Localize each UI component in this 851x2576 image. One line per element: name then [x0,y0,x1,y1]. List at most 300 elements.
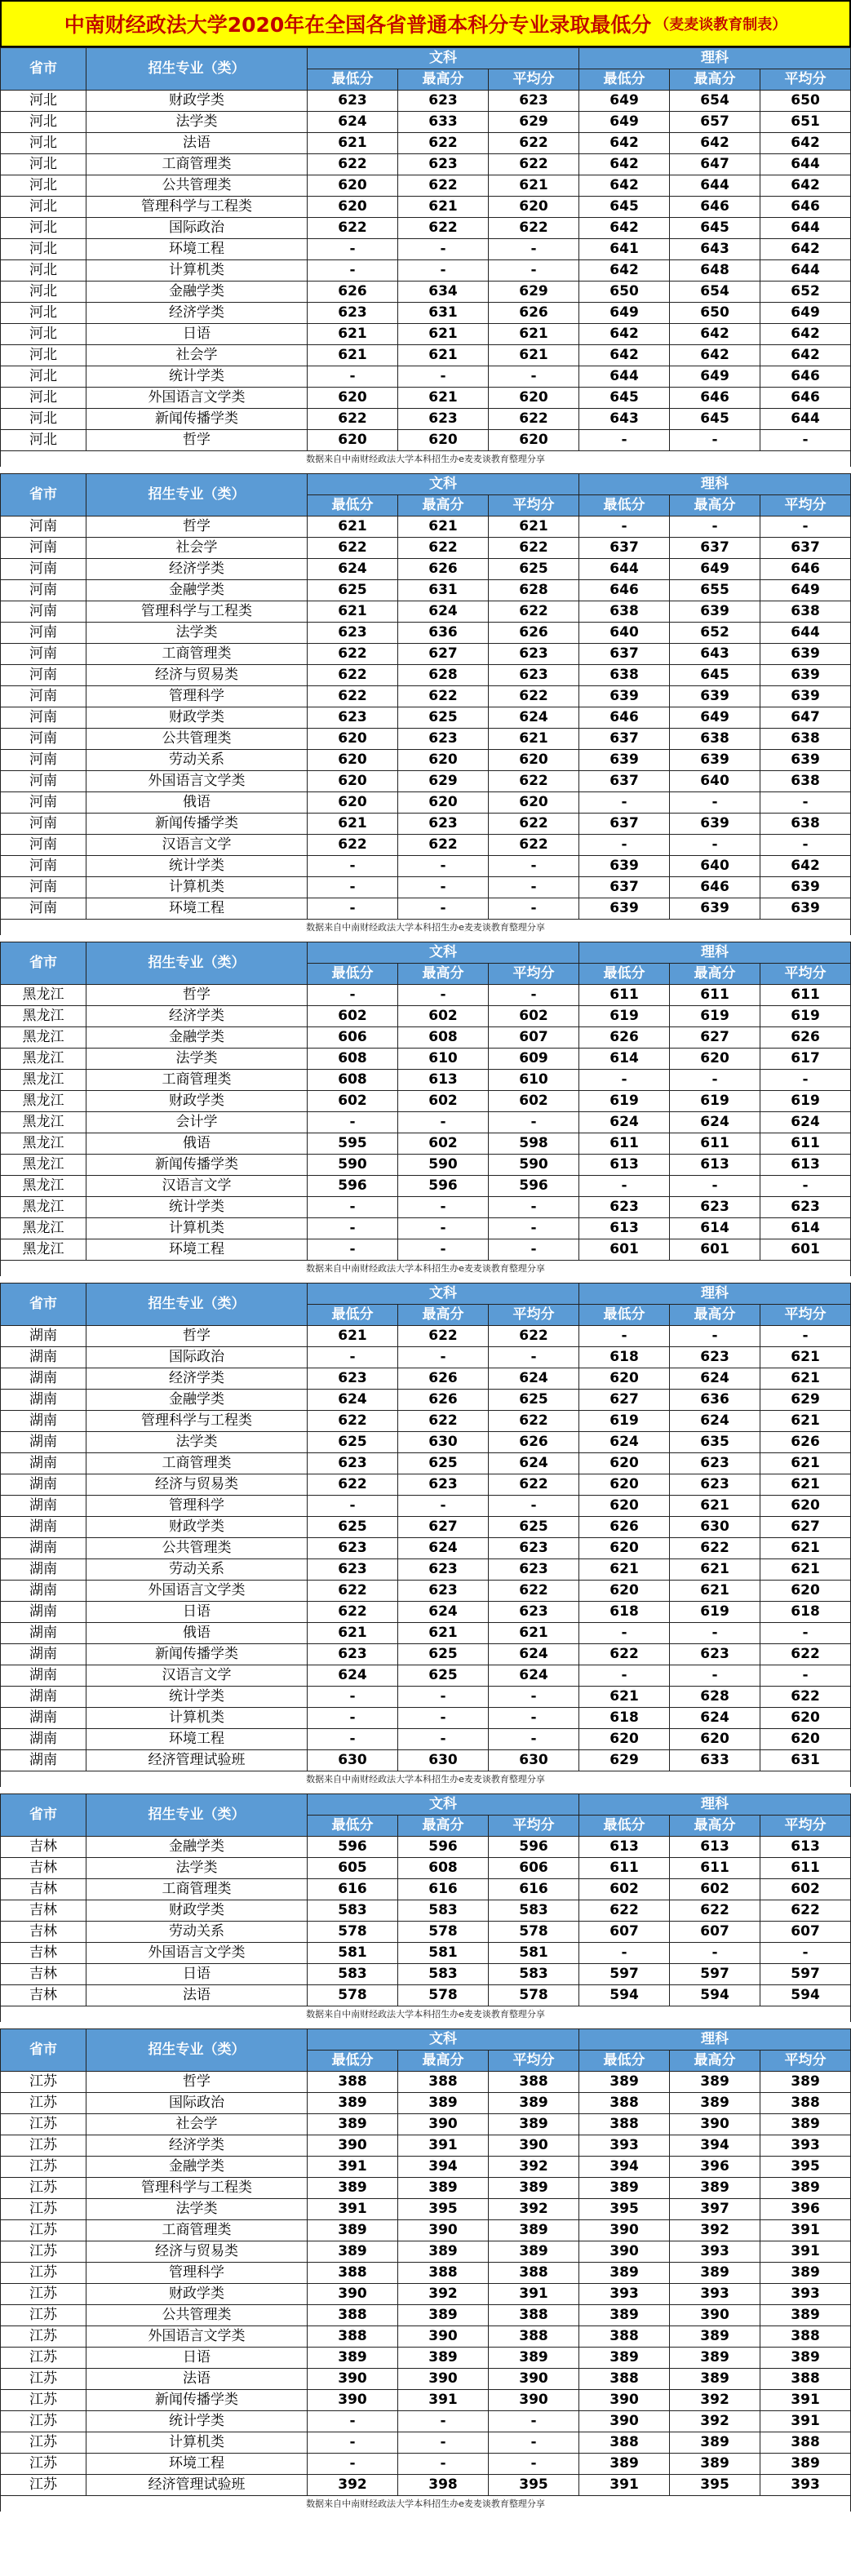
score-cell: 388 [579,2432,670,2454]
table-row [1,91,851,112]
score-cell: 639 [760,665,851,686]
score-cell: 620 [579,1368,670,1390]
score-cell: 620 [670,1049,760,1070]
major-cell: 管理科学与工程类 [86,1411,308,1432]
score-cell: 611 [760,985,851,1006]
province-cell: 江苏 [1,2305,86,2326]
score-cell: 607 [670,1922,760,1943]
score-table [0,47,851,451]
source-note: 数据来自中南财经政法大学本科招生办e麦麦谈教育整理分享 [0,451,851,467]
table-row [1,1049,851,1070]
header-min: 最低分 [579,1816,670,1837]
score-cell: 623 [308,1538,398,1559]
score-cell: - [760,1070,851,1091]
score-cell: 639 [670,814,760,835]
table-row [1,517,851,538]
score-cell: - [579,1070,670,1091]
score-cell: 625 [308,1432,398,1453]
table-row [1,707,851,729]
table-row [1,1347,851,1368]
score-cell: 623 [489,91,579,112]
province-cell: 江苏 [1,2220,86,2241]
score-cell: - [308,985,398,1006]
score-cell: 390 [579,2241,670,2263]
section-gap [0,2022,851,2028]
score-cell: 389 [489,2241,579,2263]
major-cell: 会计学 [86,1112,308,1133]
score-cell: 626 [308,282,398,303]
score-cell: 598 [489,1133,579,1155]
score-cell: 389 [760,2454,851,2475]
score-cell: 626 [398,559,489,580]
score-cell: 649 [579,91,670,112]
score-cell: 633 [670,1750,760,1771]
score-cell: 620 [579,1474,670,1496]
score-cell: - [489,1496,579,1517]
header-min: 最低分 [308,1305,398,1326]
province-cell: 湖南 [1,1517,86,1538]
score-cell: 596 [398,1837,489,1858]
score-cell: 622 [308,644,398,665]
score-cell: 578 [308,1985,398,2006]
score-cell: 621 [489,324,579,345]
score-cell: 621 [308,1623,398,1644]
major-cell: 统计学类 [86,366,308,388]
score-cell: 389 [398,2093,489,2114]
score-cell: - [489,1347,579,1368]
header-avg: 平均分 [760,1816,851,1837]
score-cell: 648 [670,260,760,282]
header-province: 省市 [1,474,86,517]
table-row [1,1133,851,1155]
header-like: 理科 [579,942,851,964]
score-cell: 620 [489,792,579,814]
score-cell: 637 [760,538,851,559]
table-row [1,623,851,644]
header-major: 招生专业（类） [86,2029,308,2072]
score-cell: 624 [760,1112,851,1133]
header-row-group [1,48,851,69]
province-cell: 吉林 [1,1964,86,1985]
table-row [1,197,851,218]
province-cell: 河北 [1,324,86,345]
source-note: 数据来自中南财经政法大学本科招生办e麦麦谈教育整理分享 [0,2496,851,2512]
score-cell: 618 [579,1708,670,1729]
score-cell: 611 [670,1858,760,1879]
score-cell: 578 [398,1922,489,1943]
score-cell: 618 [760,1602,851,1623]
score-cell: 620 [308,430,398,451]
header-min: 最低分 [308,495,398,517]
score-cell: 393 [760,2475,851,2496]
header-avg: 平均分 [489,1305,579,1326]
score-cell: 389 [760,2178,851,2199]
table-row [1,324,851,345]
header-avg: 平均分 [489,495,579,517]
score-cell: 621 [760,1411,851,1432]
score-cell: - [760,1943,851,1964]
table-row [1,282,851,303]
table-row [1,388,851,409]
major-cell: 日语 [86,2348,308,2369]
score-cell: 646 [760,559,851,580]
header-province: 省市 [1,942,86,985]
score-cell: 391 [308,2199,398,2220]
score-cell: 621 [398,1623,489,1644]
table-row [1,1070,851,1091]
score-cell: 389 [308,2093,398,2114]
major-cell: 劳动关系 [86,1922,308,1943]
score-cell: 649 [670,366,760,388]
province-cell: 黑龙江 [1,1197,86,1218]
source-note: 数据来自中南财经政法大学本科招生办e麦麦谈教育整理分享 [0,1261,851,1276]
score-cell: 583 [308,1900,398,1922]
score-cell: 623 [308,91,398,112]
score-cell: 390 [579,2220,670,2241]
score-cell: 622 [760,1900,851,1922]
score-cell: 622 [670,1900,760,1922]
score-cell: 622 [398,538,489,559]
score-cell: 616 [398,1879,489,1900]
score-cell: 613 [670,1155,760,1176]
score-cell: 623 [398,409,489,430]
score-cell: 652 [670,623,760,644]
score-cell: 389 [308,2114,398,2135]
score-cell: - [489,1708,579,1729]
table-row [1,665,851,686]
major-cell: 外国语言文学类 [86,388,308,409]
score-cell: - [760,1176,851,1197]
header-avg: 平均分 [760,2051,851,2072]
table-row [1,1687,851,1708]
score-cell: 617 [760,1049,851,1070]
score-cell: 646 [760,366,851,388]
score-cell: 642 [579,218,670,239]
score-cell: 596 [398,1176,489,1197]
table-row [1,1027,851,1049]
province-cell: 湖南 [1,1729,86,1750]
score-cell: 595 [308,1133,398,1155]
header-wenke: 文科 [308,1794,579,1816]
province-cell: 江苏 [1,2390,86,2411]
score-cell: 389 [579,2305,670,2326]
score-cell: 638 [760,601,851,623]
score-cell: 623 [308,1644,398,1665]
province-cell: 河南 [1,559,86,580]
table-row [1,1474,851,1496]
score-cell: - [579,835,670,856]
score-cell: 620 [760,1496,851,1517]
province-cell: 河南 [1,814,86,835]
major-cell: 环境工程 [86,239,308,260]
table-row [1,1858,851,1879]
score-cell: 625 [398,1644,489,1665]
header-wenke: 文科 [308,474,579,495]
major-cell: 新闻传播学类 [86,814,308,835]
province-cell: 江苏 [1,2241,86,2263]
score-cell: 623 [670,1474,760,1496]
score-cell: 391 [760,2220,851,2241]
header-avg: 平均分 [760,495,851,517]
score-cell: 637 [579,877,670,898]
major-cell: 法语 [86,2369,308,2390]
score-cell: 642 [579,324,670,345]
score-cell: 619 [579,1006,670,1027]
table-row [1,814,851,835]
score-cell: 392 [670,2411,760,2432]
table-row [1,1623,851,1644]
score-cell: 622 [489,538,579,559]
score-cell: 621 [489,175,579,197]
score-cell: - [398,1708,489,1729]
score-cell: 639 [579,750,670,771]
score-cell: 642 [760,324,851,345]
province-cell: 河南 [1,856,86,877]
score-cell: 640 [670,856,760,877]
score-cell: - [760,1623,851,1644]
header-max: 最高分 [670,1305,760,1326]
score-cell: 624 [308,1665,398,1687]
score-cell: - [398,260,489,282]
score-cell: 623 [489,644,579,665]
score-cell: - [308,2432,398,2454]
table-row [1,2411,851,2432]
score-cell: 390 [308,2390,398,2411]
score-cell: 620 [760,1729,851,1750]
score-cell: 590 [308,1155,398,1176]
score-cell: 623 [670,1644,760,1665]
score-cell: 620 [579,1581,670,1602]
score-cell: 623 [308,1559,398,1581]
score-cell: 637 [579,644,670,665]
score-cell: - [308,239,398,260]
table-row [1,2284,851,2305]
score-cell: 621 [760,1538,851,1559]
table-row [1,366,851,388]
score-cell: 605 [308,1858,398,1879]
score-cell: - [670,1665,760,1687]
score-cell: 390 [489,2369,579,2390]
score-cell: 619 [760,1006,851,1027]
score-cell: 624 [670,1708,760,1729]
table-row [1,580,851,601]
header-min: 最低分 [579,69,670,91]
score-cell: 654 [670,282,760,303]
score-cell: - [398,1687,489,1708]
table-row [1,601,851,623]
province-cell: 江苏 [1,2178,86,2199]
score-cell: - [308,1197,398,1218]
score-cell: - [489,877,579,898]
score-cell: 642 [579,154,670,175]
score-cell: - [398,877,489,898]
major-cell: 日语 [86,1964,308,1985]
province-cell: 湖南 [1,1390,86,1411]
score-cell: 622 [489,601,579,623]
table-row [1,1197,851,1218]
score-cell: 578 [308,1922,398,1943]
table-row [1,1453,851,1474]
province-cell: 黑龙江 [1,1006,86,1027]
source-note: 数据来自中南财经政法大学本科招生办e麦麦谈教育整理分享 [0,2006,851,2022]
score-cell: 623 [579,1197,670,1218]
score-cell: 621 [760,1347,851,1368]
score-cell: - [670,1176,760,1197]
score-cell: 621 [489,345,579,366]
score-cell: 642 [760,175,851,197]
score-cell: 622 [398,218,489,239]
score-cell: 623 [308,1453,398,1474]
score-cell: 627 [398,644,489,665]
score-cell: 646 [579,580,670,601]
score-cell: 618 [579,1347,670,1368]
table-row [1,154,851,175]
province-cell: 河北 [1,303,86,324]
score-cell: 626 [579,1027,670,1049]
header-province: 省市 [1,48,86,91]
score-cell: 624 [308,559,398,580]
province-cell: 江苏 [1,2072,86,2093]
header-max: 最高分 [398,1305,489,1326]
province-cell: 黑龙江 [1,1091,86,1112]
major-cell: 日语 [86,324,308,345]
table-row [1,1112,851,1133]
table-row [1,856,851,877]
score-cell: 620 [489,430,579,451]
major-cell: 俄语 [86,1623,308,1644]
province-cell: 河北 [1,388,86,409]
table-row [1,1602,851,1623]
major-cell: 新闻传播学类 [86,1155,308,1176]
province-cell: 河北 [1,91,86,112]
major-cell: 法学类 [86,112,308,133]
score-cell: 637 [579,538,670,559]
score-cell: 621 [579,1559,670,1581]
score-cell: 623 [398,1559,489,1581]
score-cell: - [398,985,489,1006]
score-cell: - [760,430,851,451]
score-cell: 389 [308,2241,398,2263]
major-cell: 工商管理类 [86,1879,308,1900]
major-cell: 公共管理类 [86,2305,308,2326]
score-cell: 395 [489,2475,579,2496]
score-cell: 630 [398,1432,489,1453]
header-max: 最高分 [670,69,760,91]
table-row [1,2135,851,2157]
score-cell: 393 [670,2284,760,2305]
score-cell: 623 [670,1347,760,1368]
province-cell: 江苏 [1,2348,86,2369]
major-cell: 金融学类 [86,1390,308,1411]
table-row [1,1432,851,1453]
major-cell: 计算机类 [86,1708,308,1729]
province-cell: 黑龙江 [1,1133,86,1155]
score-cell: 621 [398,324,489,345]
score-cell: 629 [489,112,579,133]
score-cell: 389 [760,2348,851,2369]
score-cell: 621 [489,1623,579,1644]
score-cell: - [489,856,579,877]
province-cell: 河北 [1,430,86,451]
score-cell: 389 [308,2220,398,2241]
major-cell: 俄语 [86,792,308,814]
major-cell: 经济学类 [86,1006,308,1027]
major-cell: 哲学 [86,517,308,538]
score-cell: 625 [308,580,398,601]
score-cell: 608 [308,1070,398,1091]
province-cell: 河北 [1,282,86,303]
title-main: 中南财经政法大学2020年在全国各省普通本科分专业录取最低分 [64,13,652,37]
major-cell: 社会学 [86,538,308,559]
score-cell: 621 [760,1559,851,1581]
score-cell: - [489,1729,579,1750]
score-cell: 394 [398,2157,489,2178]
major-cell: 日语 [86,1602,308,1623]
major-cell: 管理科学 [86,1496,308,1517]
score-cell: 388 [308,2072,398,2093]
score-cell: 642 [670,324,760,345]
province-cell: 吉林 [1,1985,86,2006]
score-cell: 625 [398,1453,489,1474]
score-cell: 631 [398,303,489,324]
score-cell: 649 [579,303,670,324]
score-cell: 622 [398,835,489,856]
major-cell: 外国语言文学类 [86,1943,308,1964]
score-cell: 608 [398,1027,489,1049]
score-cell: 395 [760,2157,851,2178]
score-cell: 645 [670,665,760,686]
header-min: 最低分 [579,495,670,517]
score-cell: 639 [670,601,760,623]
score-cell: 649 [579,112,670,133]
score-cell: 637 [670,538,760,559]
score-cell: 393 [579,2135,670,2157]
score-cell: 389 [670,2454,760,2475]
score-cell: 623 [489,1559,579,1581]
score-cell: 629 [579,1750,670,1771]
major-cell: 工商管理类 [86,154,308,175]
score-cell: 391 [760,2411,851,2432]
score-cell: 596 [489,1176,579,1197]
score-cell: - [489,366,579,388]
major-cell: 金融学类 [86,580,308,601]
score-cell: 389 [398,2348,489,2369]
score-cell: 629 [489,282,579,303]
province-cell: 湖南 [1,1411,86,1432]
score-cell: 583 [489,1900,579,1922]
header-min: 最低分 [308,1816,398,1837]
score-cell: 581 [398,1943,489,1964]
score-cell: 627 [760,1517,851,1538]
score-cell: 620 [308,175,398,197]
score-cell: 392 [670,2220,760,2241]
score-cell: - [398,898,489,920]
score-cell: 640 [670,771,760,792]
score-cell: 619 [579,1091,670,1112]
score-cell: 625 [489,559,579,580]
score-cell: 621 [489,729,579,750]
table-row [1,1411,851,1432]
header-min: 最低分 [579,2051,670,2072]
major-cell: 法学类 [86,623,308,644]
score-cell: 622 [489,1581,579,1602]
province-cell: 湖南 [1,1432,86,1453]
score-cell: 644 [760,218,851,239]
score-cell: 638 [760,771,851,792]
major-cell: 法学类 [86,1858,308,1879]
score-cell: 395 [398,2199,489,2220]
score-cell: 622 [308,1474,398,1496]
